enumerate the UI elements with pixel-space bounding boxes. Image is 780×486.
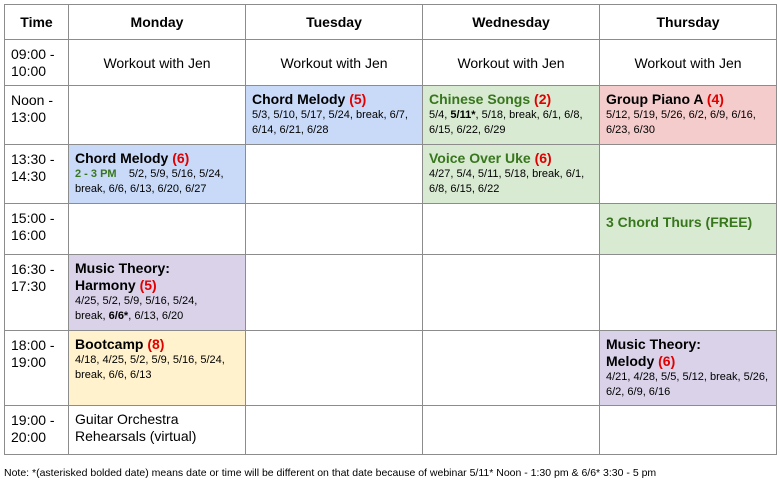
dates-part: 5/4,	[429, 109, 451, 121]
class-group-piano-a	[600, 86, 777, 145]
class-dates	[75, 167, 239, 182]
header-tuesday: Tuesday	[246, 5, 423, 40]
time-start: 19:00 -	[11, 412, 55, 428]
dates-part: , 5/18, break, 6/1, 6/8, 6/15, 6/22, 6/29	[429, 109, 583, 136]
class-count: (8)	[147, 336, 165, 352]
row-1330	[5, 145, 777, 204]
time-start: 18:00 -	[11, 337, 55, 353]
header-monday: Monday	[69, 5, 246, 40]
class-count: (4)	[706, 91, 724, 107]
class-title-text: Bootcamp	[75, 336, 144, 352]
class-title	[606, 353, 770, 370]
class-title-text: 3 Chord Thurs (FREE)	[606, 214, 753, 230]
time-start: 16:30 -	[11, 261, 55, 277]
row-1500	[5, 204, 777, 255]
empty-cell	[246, 255, 423, 331]
workout-thursday: Workout with Jen	[600, 40, 777, 86]
class-dates: 4/25, 5/2, 5/9, 5/16, 5/24,	[75, 295, 198, 307]
time-start: 09:00 -	[11, 46, 55, 62]
class-count: (6)	[534, 150, 552, 166]
row-1630	[5, 255, 777, 331]
time-0900	[5, 40, 69, 86]
time-end: 20:00	[11, 429, 47, 445]
class-count: (2)	[534, 91, 552, 107]
empty-cell	[246, 145, 423, 204]
dates-bold: 5/11*	[450, 109, 476, 121]
class-title-text: Music Theory:	[606, 336, 701, 352]
time-1800	[5, 331, 69, 406]
class-title	[252, 91, 416, 108]
class-title-text: Music Theory:	[75, 260, 170, 276]
class-title	[75, 150, 239, 167]
class-count: (5)	[349, 91, 367, 107]
time-start: 15:00 -	[11, 210, 55, 226]
class-title	[429, 91, 593, 108]
empty-cell	[423, 406, 600, 455]
class-title	[606, 91, 770, 108]
class-music-theory-melody	[600, 331, 777, 406]
empty-cell	[246, 406, 423, 455]
class-title-text: Chord Melody	[252, 91, 346, 107]
empty-cell	[600, 145, 777, 204]
time-note: 2 - 3 PM	[75, 168, 117, 180]
empty-cell	[246, 331, 423, 406]
class-voice-over-uke	[423, 145, 600, 204]
row-1900	[5, 406, 777, 455]
class-line: Guitar Orchestra	[75, 411, 179, 427]
dates-bold: 6/6*	[108, 310, 129, 322]
class-dates: 5/12, 5/19, 5/26, 6/2, 6/9, 6/16, 6/23, 6/30	[606, 109, 756, 136]
workout-wednesday: Workout with Jen	[423, 40, 600, 86]
time-end: 17:30	[11, 278, 47, 294]
time-noon	[5, 86, 69, 145]
workout-tuesday: Workout with Jen	[246, 40, 423, 86]
header-time: Time	[5, 5, 69, 40]
class-dates: 4/18, 4/25, 5/2, 5/9, 5/16, 5/24, break, 6/6, 6/13	[75, 354, 225, 381]
schedule-table	[4, 4, 777, 455]
class-chinese-songs	[423, 86, 600, 145]
class-count: (5)	[139, 277, 157, 293]
class-dates	[429, 108, 593, 138]
time-1900	[5, 406, 69, 455]
class-title-text: Chord Melody	[75, 150, 169, 166]
dates-part: break,	[75, 310, 109, 322]
header-wednesday: Wednesday	[423, 5, 600, 40]
time-end: 19:00	[11, 354, 47, 370]
time-end: 10:00	[11, 63, 47, 79]
class-count: (6)	[658, 353, 676, 369]
time-start: 13:30 -	[11, 151, 55, 167]
time-1630	[5, 255, 69, 331]
class-title	[75, 277, 239, 294]
dates-part: 5/2, 5/9, 5/16, 5/24,	[128, 168, 224, 180]
empty-cell	[246, 204, 423, 255]
header-thursday: Thursday	[600, 5, 777, 40]
empty-cell	[423, 331, 600, 406]
workout-monday: Workout with Jen	[69, 40, 246, 86]
class-dates: break, 6/6, 6/13, 6/20, 6/27	[75, 183, 207, 195]
empty-cell	[69, 86, 246, 145]
row-0900	[5, 40, 777, 86]
time-end: 14:30	[11, 168, 47, 184]
dates-part: , 6/13, 6/20	[128, 310, 184, 322]
class-line: Rehearsals (virtual)	[75, 428, 197, 444]
class-bootcamp	[69, 331, 246, 406]
class-dates: 4/21, 4/28, 5/5, 5/12, break, 5/26, 6/2, 6/9, 6/16	[606, 371, 769, 398]
header-row	[5, 5, 777, 40]
class-dates: 4/27, 5/4, 5/11, 5/18, break, 6/1, 6/8, 6/15, 6/22	[429, 168, 585, 195]
empty-cell	[600, 255, 777, 331]
class-chord-melody-mon	[69, 145, 246, 204]
row-1800	[5, 331, 777, 406]
row-noon	[5, 86, 777, 145]
class-guitar-orchestra	[69, 406, 246, 455]
empty-cell	[423, 204, 600, 255]
class-title-text: Chinese Songs	[429, 91, 531, 107]
time-1330	[5, 145, 69, 204]
class-3-chord-thurs	[600, 204, 777, 255]
empty-cell	[423, 255, 600, 331]
class-title-text: Melody	[606, 353, 655, 369]
footnote: Note: *(asterisked bolded date) means date or time will be different on that date because of webinar 5/11* Noon - 1:30 pm & 6/6* 3:30 - 5 pm	[4, 467, 657, 479]
time-start: Noon -	[11, 92, 54, 108]
class-title-text: Voice Over Uke	[429, 150, 531, 166]
class-title	[75, 336, 239, 353]
class-dates: 5/3, 5/10, 5/17, 5/24, break, 6/7, 6/14, 6/21, 6/28	[252, 109, 408, 136]
class-title	[429, 150, 593, 167]
class-count: (6)	[172, 150, 190, 166]
time-end: 13:00	[11, 109, 47, 125]
class-title-text: Harmony	[75, 277, 136, 293]
class-chord-melody-tue	[246, 86, 423, 145]
time-end: 16:00	[11, 227, 47, 243]
class-music-theory-harmony	[69, 255, 246, 331]
class-dates	[75, 309, 239, 324]
time-1500	[5, 204, 69, 255]
class-title-text: Group Piano A	[606, 91, 703, 107]
empty-cell	[69, 204, 246, 255]
empty-cell	[600, 406, 777, 455]
